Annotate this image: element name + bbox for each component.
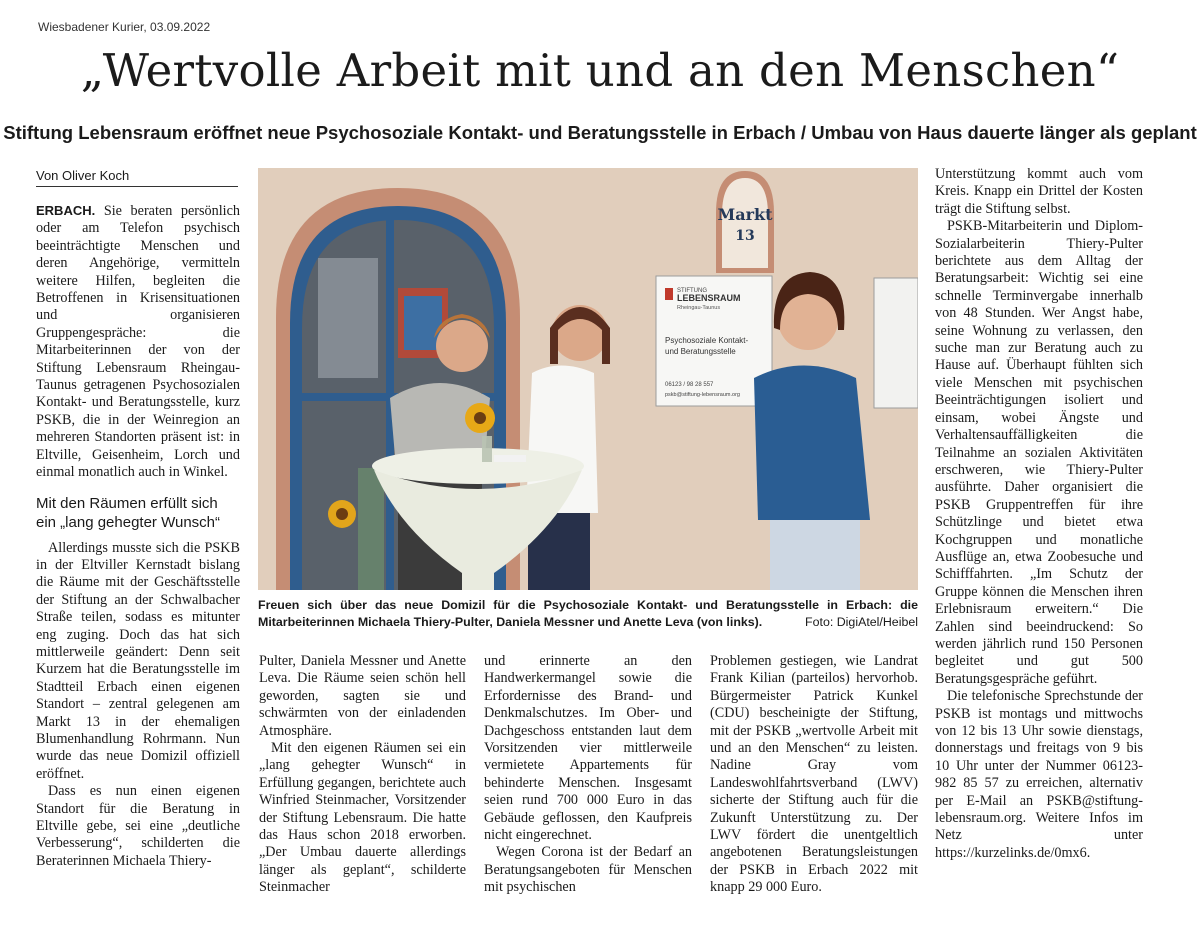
article-column-4 bbox=[710, 653, 918, 933]
plaque-phone: 06123 / 98 28 557 bbox=[665, 382, 714, 388]
lead-paragraph bbox=[36, 202, 240, 482]
plaque-title-1: Psychosoziale Kontakt- bbox=[665, 336, 749, 345]
dateline: ERBACH. bbox=[36, 203, 96, 218]
paragraph: Problemen gestiegen, wie Landrat Frank Kilian (parteilos) hervorhob. Bürgermeister Patrick Kunkel (CDU) bescheinigte der Stiftung, mit der PSKB „wertvolle Arbeit mit und an den Menschen“ zu leisten. Nadine Gray vom Landeswohlfahrtsverband (LWV) sicherte der Stiftung auch für die Zukunft Unterstützung zu. Der LWV fördert die unentgeltlich angebotenen Beratungsleistungen der PSKB in Erbach 2022 mit knapp 29 000 Euro. bbox=[710, 653, 918, 896]
paragraph: Dass es nun einen eigenen Standort für die Beratung in Eltville gebe, sei eine „deutliche Verbesserung“, schilderten die Beraterinnen Michaela Thiery- bbox=[36, 783, 240, 869]
sign-markt: Markt bbox=[717, 205, 773, 224]
crosshead: Mit den Räumen erfüllt sich ein „lang gehegter Wunsch“ bbox=[36, 494, 220, 531]
paragraph: Allerdings musste sich die PSKB in der Eltviller Kernstadt bislang die Räume mit der Geschäftsstelle der Stiftung an der Schwalbacher Straße teilen, sodass es mitunter eng zuging. Doch das hat sich mittlerweile geändert: Denn seit Kurzem hat die Beratungsstelle im Stadtteil Erbach einen eigenen Standort – zentral gelegenen am Markt 13 in der ehemaligen Blumenhandlung Rohrmann. Nun wurde das neue Domizil offiziell eröffnet. bbox=[36, 539, 240, 782]
sign-number: 13 bbox=[735, 228, 755, 244]
paragraph: Wegen Corona ist der Bedarf an Beratungsangeboten für Menschen mit psychischen bbox=[484, 844, 692, 896]
article-column-1 bbox=[36, 202, 240, 932]
plaque-title-2: und Beratungsstelle bbox=[665, 347, 736, 356]
plaque-org-2: LEBENSRAUM bbox=[677, 293, 741, 303]
article-column-5 bbox=[935, 166, 1143, 934]
plaque-email: pskb@stiftung-lebensraum.org bbox=[665, 392, 740, 398]
paragraph: Die telefonische Sprechstunde der PSKB ist montags und mittwochs von 12 bis 13 Uhr sowie dienstags, donnerstags und freitags von 9 bis 10 Uhr unter der Nummer 06123-982 85 57 zu erreichen, alternativ per E-Mail an PSKB@stiftung-lebensraum.org. Weitere Infos im Netz unter https://kurzelinks.de/0mx6. bbox=[935, 688, 1143, 861]
byline: Von Oliver Koch bbox=[36, 168, 238, 187]
plaque-org-3: Rheingau-Taunus bbox=[677, 305, 721, 311]
photo-credit: Foto: DigiAtel/Heibel bbox=[805, 615, 918, 629]
source-line: Wiesbadener Kurier, 03.09.2022 bbox=[38, 20, 211, 34]
paragraph: Pulter, Daniela Messner und Anette Leva. Die Räume seien schön hell geworden, sagten sie und schwärmten von der einladenden Atmosphäre. bbox=[259, 653, 466, 739]
paragraph: Mit den eigenen Räumen sei ein „lang gehegter Wunsch“ in Erfüllung gegangen, berichtete auch Winfried Steinmacher, Vorsitzender der Stiftung Lebensraum. Die hatte das Haus schon 2018 erworben. „Der Umbau dauerte allerdings länger als geplant“, schilderte Steinmacher bbox=[259, 740, 466, 896]
lead-text: Sie beraten persönlich oder am Telefon psychisch beeinträchtigte Menschen und deren Angehörige, vermitteln weitere Hilfen, begleiten die Betroffenen in Krisensituationen und organisieren Gruppengespräche: die Mitarbeiterinnen der von der Stiftung Lebensraum Rheingau-Taunus getragenen Psychosozialen Kontakt- und Beratungsstelle, kurz PSKB, die in der Weinregion an mehreren Standorten präsent ist: in Eltville, Geisenheim, Lorch und einmal monatlich auch in Winkel. bbox=[36, 203, 240, 481]
paragraph: Unterstützung kommt auch vom Kreis. Knapp ein Drittel der Kosten trägt die Stiftung selbst. bbox=[935, 166, 1143, 217]
photo-caption bbox=[258, 597, 918, 631]
subheadline: Stiftung Lebensraum eröffnet neue Psychosoziale Kontakt- und Beratungsstelle in Erbach / Umbau von Haus dauerte länger als geplant bbox=[3, 122, 1197, 143]
paragraph: PSKB-Mitarbeiterin und Diplom-Sozialarbeiterin Thiery-Pulter berichtete aus dem Alltag der Beratungsarbeit: Wichtig sei eine schnelle Terminvergabe innerhalb von 48 Stunden. Wer Angst habe, seine Wohnung zu verlassen, den suche man zur Beratung auch zu Hause auf. Überhaupt fühlten sich viele Menschen mit psychischen Beeinträchtigungen isoliert und einsam, wobei Ängste und Verhaltensauffälligkeiten die Teilnahme an sozialen Aktivitäten erschweren, wie Thiery-Pulter ausführte. Daher organisiert die PSKB Gruppentreffen für ihre Schützlinge und bietet etwa Kochgruppen und monatliche Ausflüge an, etwa Zoobesuche und Schifffahrten. „Im Schutz der Gruppe können die Menschen ihren Erlebnisraum erweitern.“ Die Zahlen sind beeindruckend: So werden jährlich rund 150 Personen begleitet und gut 500 Beratungsgespräche geführt. bbox=[935, 218, 1143, 687]
article-column-2 bbox=[259, 653, 466, 933]
article-photo bbox=[258, 168, 918, 590]
paragraph: und erinnerte an den Handwerkermangel sowie die Erfordernisse des Brand- und Denkmalschutzes. Im Ober- und Dachgeschoss entstanden laut dem Vorsitzenden vier mittlerweile vermietete Appartements für behinderte Menschen. Insgesamt seien rund 700 000 Euro in das Gebäude geflossen, den Kaufpreis nicht eingerechnet. bbox=[484, 653, 692, 844]
plaque-org-1: STIFTUNG bbox=[677, 288, 707, 294]
headline: „Wertvolle Arbeit mit und an den Menschen“ bbox=[80, 44, 1120, 97]
article-column-3 bbox=[484, 653, 692, 933]
caption-text: Freuen sich über das neue Domizil für die Psychosoziale Kontakt- und Beratungsstelle in Erbach: die Mitarbeiterinnen Michaela Thiery-Pulter, Daniela Messner und Anette Leva (von links). bbox=[258, 598, 918, 629]
